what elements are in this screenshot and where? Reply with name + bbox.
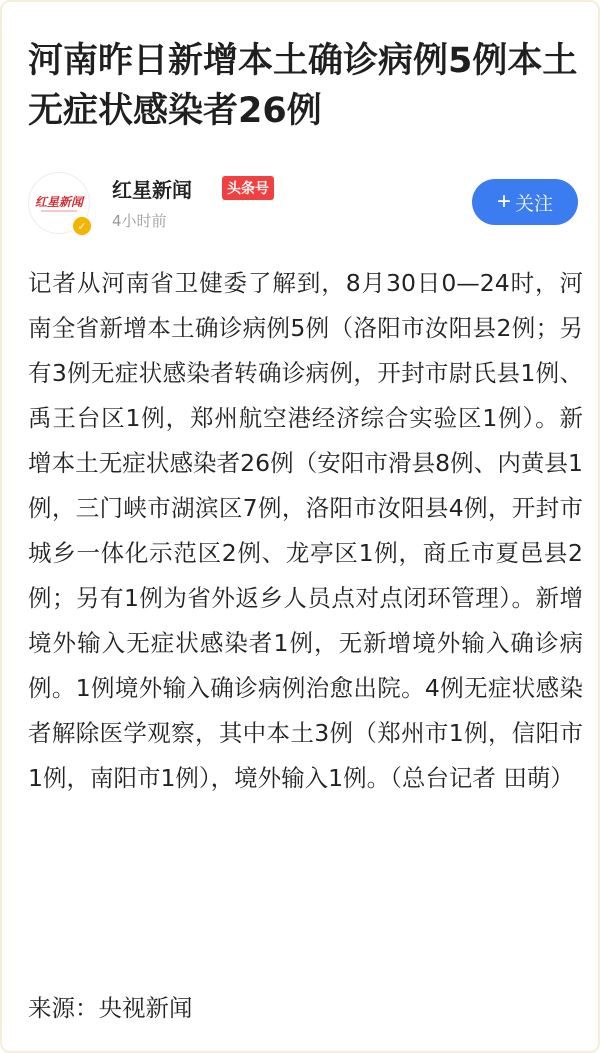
article-body: 记者从河南省卫健委了解到，8月30日0—24时，河南全省新增本土确诊病例5例（洛阳市汝阳县2例；另有3例无症状感染者转确诊病例，开封市尉氏县1例、禹王台区1例，郑州航空港经济综合实验区1例）。新增本土无症状感染者26例（安阳市滑县8例、内黄县1例，三门峡市湖滨区7例，洛阳市汝阳县4例，开封市城乡一体化示范区2例、龙亭区1例，商丘市夏邑县2例；另有1例为省外返乡人员点对点闭环管理）。新增境外输入无症状感染者1例，无新增境外输入确诊病例。1例境外输入确诊病例治愈出院。4例无症状感染者解除医学观察，其中本土3例（郑州市1例，信阳市1例，南阳市1例），境外输入1例。（总台记者 田萌） [28, 269, 583, 792]
publish-time: 4小时前 [112, 212, 167, 230]
author-name[interactable]: 红星新闻 [112, 178, 192, 202]
article-source: 来源：央视新闻 [28, 994, 193, 1022]
toutiao-badge: 头条号 [222, 176, 274, 200]
follow-button[interactable] [472, 179, 578, 225]
article-title: 河南昨日新增本土确诊病例5例本土无症状感染者26例 [28, 41, 578, 131]
verified-badge-icon: ✓ [71, 215, 93, 237]
follow-label: 关注 [515, 193, 554, 215]
author-avatar[interactable] [28, 172, 90, 234]
author-bar [28, 172, 584, 242]
plus-icon: + [496, 188, 511, 215]
svg-text:红星新闻: 红星新闻 [34, 195, 84, 209]
